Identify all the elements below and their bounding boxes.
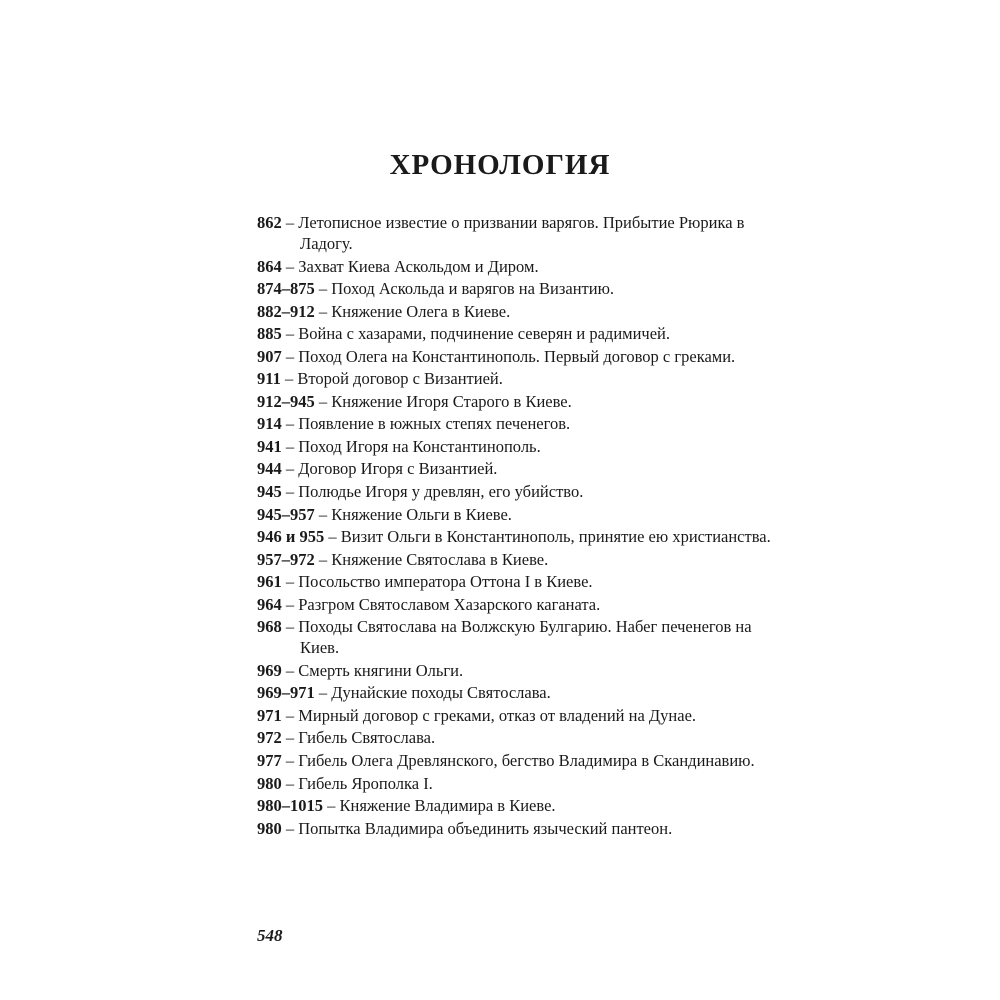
chronology-entry bbox=[257, 481, 777, 502]
entry-year: 874–875 bbox=[257, 279, 315, 299]
entry-year: 977 bbox=[257, 751, 282, 771]
entry-text: – Полюдье Игоря у древлян, его убийство. bbox=[281, 482, 584, 502]
entry-year: 885 bbox=[257, 324, 282, 344]
entry-text: – Попытка Владимира объединить языческий пантеон. bbox=[281, 818, 673, 838]
chronology-entry bbox=[257, 750, 777, 771]
entry-year: 961 bbox=[257, 572, 282, 592]
entry-text: – Смерть княгини Ольги. bbox=[281, 660, 464, 680]
entry-year: 946 и 955 bbox=[257, 527, 325, 547]
chronology-entry bbox=[257, 773, 777, 794]
chronology-entry bbox=[257, 256, 777, 277]
entry-year: 957–972 bbox=[257, 549, 315, 569]
entry-year: 882–912 bbox=[257, 301, 315, 321]
chronology-entry bbox=[257, 391, 777, 412]
entry-text: – Княжение Святослава в Киеве. bbox=[314, 549, 549, 569]
entry-year: 907 bbox=[257, 346, 282, 366]
entry-text: – Княжение Ольги в Киеве. bbox=[314, 504, 512, 524]
entry-year: 969–971 bbox=[257, 683, 315, 703]
chronology-entry bbox=[257, 526, 777, 547]
entry-year: 980 bbox=[257, 773, 282, 793]
entry-text: – Княжение Игоря Старого в Киеве. bbox=[314, 391, 572, 411]
entry-text: – Гибель Святослава. bbox=[281, 728, 436, 748]
entry-text: – Гибель Ярополка I. bbox=[281, 773, 433, 793]
chronology-entry bbox=[257, 458, 777, 479]
entry-year: 945 bbox=[257, 482, 282, 502]
chronology-entry bbox=[257, 818, 777, 839]
chronology-entry bbox=[257, 278, 777, 299]
entry-year: 971 bbox=[257, 705, 282, 725]
chronology-entry bbox=[257, 571, 777, 592]
chronology-entry bbox=[257, 660, 777, 681]
entry-text: – Появление в южных степях печенегов. bbox=[281, 414, 571, 434]
chronology-entry bbox=[257, 795, 777, 816]
entry-year: 969 bbox=[257, 660, 282, 680]
chronology-entry bbox=[257, 436, 777, 457]
entry-year: 964 bbox=[257, 594, 282, 614]
chronology-entry bbox=[257, 682, 777, 703]
chronology-entry bbox=[257, 346, 777, 367]
entry-year: 914 bbox=[257, 414, 282, 434]
chronology-entry bbox=[257, 727, 777, 748]
entry-text: – Визит Ольги в Константинополь, принятие ею христианства. bbox=[324, 527, 771, 547]
chronology-entry bbox=[257, 504, 777, 525]
chronology-entry bbox=[257, 413, 777, 434]
entry-text: – Поход Олега на Константинополь. Первый договор с греками. bbox=[281, 346, 736, 366]
chronology-entry bbox=[257, 301, 777, 322]
chronology-entry bbox=[257, 549, 777, 570]
entry-text: – Договор Игоря с Византией. bbox=[281, 459, 498, 479]
entry-text: – Захват Киева Аскольдом и Диром. bbox=[281, 256, 539, 276]
entry-year: 944 bbox=[257, 459, 282, 479]
entry-text: – Летописное известие о призвании варягов. Прибытие Рюрика в Ладогу. bbox=[281, 213, 745, 253]
entry-text: – Посольство императора Оттона I в Киеве. bbox=[281, 572, 593, 592]
page-number: 548 bbox=[257, 926, 283, 945]
entry-text: – Война с хазарами, подчинение северян и радимичей. bbox=[281, 324, 671, 344]
entry-year: 980 bbox=[257, 818, 282, 838]
entry-text: – Поход Аскольда и варягов на Византию. bbox=[314, 279, 615, 299]
entry-text: – Походы Святослава на Волжскую Булгарию. Набег печенегов на Киев. bbox=[281, 617, 752, 658]
entry-text: – Княжение Владимира в Киеве. bbox=[323, 796, 556, 816]
entry-year: 972 bbox=[257, 728, 282, 748]
entry-year: 968 bbox=[257, 617, 282, 637]
chronology-entry bbox=[257, 616, 777, 658]
entry-year: 912–945 bbox=[257, 391, 315, 411]
entry-text: – Гибель Олега Древлянского, бегство Владимира в Скандинавию. bbox=[281, 751, 755, 771]
entry-year: 862 bbox=[257, 213, 282, 232]
entry-year: 911 bbox=[257, 369, 281, 389]
entry-year: 941 bbox=[257, 436, 282, 456]
entry-year: 864 bbox=[257, 256, 282, 276]
entry-text: – Второй договор с Византией. bbox=[280, 369, 503, 389]
entry-text: – Мирный договор с греками, отказ от владений на Дунае. bbox=[281, 705, 697, 725]
chronology-entry bbox=[257, 594, 777, 615]
chronology-entry bbox=[257, 705, 777, 726]
entry-year: 980–1015 bbox=[257, 796, 323, 816]
entry-text: – Княжение Олега в Киеве. bbox=[314, 301, 511, 321]
page-title: ХРОНОЛОГИЯ bbox=[389, 149, 611, 181]
entry-text: – Дунайские походы Святослава. bbox=[314, 683, 551, 703]
entry-text: – Поход Игоря на Константинополь. bbox=[281, 436, 541, 456]
chronology-list bbox=[257, 212, 777, 840]
chronology-entry bbox=[257, 323, 777, 344]
chronology-entry bbox=[257, 212, 777, 254]
chronology-entry bbox=[257, 368, 777, 389]
entry-year: 945–957 bbox=[257, 504, 315, 524]
entry-text: – Разгром Святославом Хазарского каганата. bbox=[281, 594, 601, 614]
